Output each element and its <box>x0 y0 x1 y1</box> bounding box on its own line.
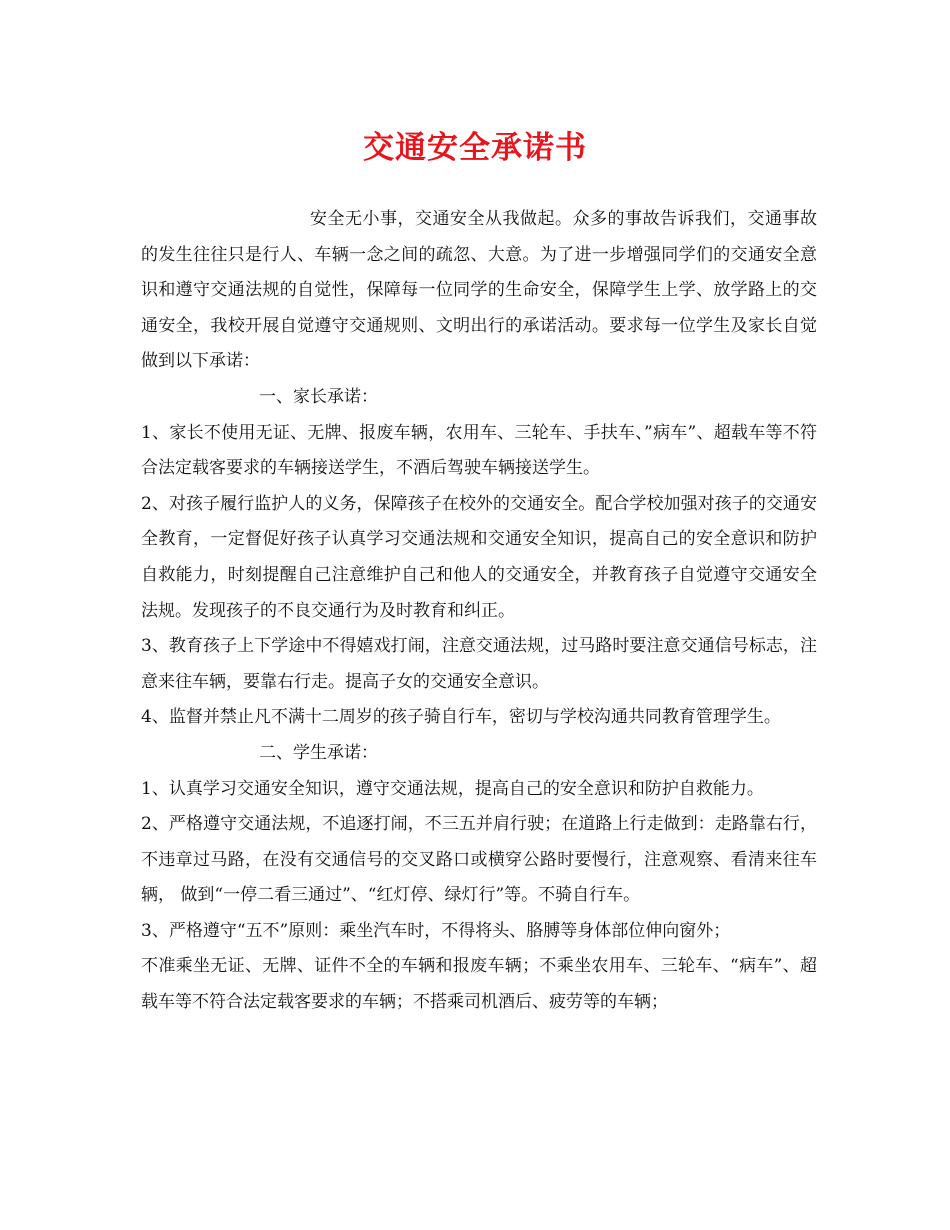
document-title: 交通安全承诺书 <box>363 130 587 166</box>
student-item-3-continued: 不准乘坐无证、无牌、证件不全的车辆和报废车辆；不乘坐农用车、三轮车、“病车”、超载车等不符合法定载客要求的车辆；不搭乘司机酒后、疲劳等的车辆； <box>141 956 817 1013</box>
parent-section-heading: 一、家长承诺： <box>259 386 378 407</box>
intro-paragraph: 安全无小事，交通安全从我做起。众多的事故告诉我们，交通事故的发生往往只是行人、车辆一念之间的疏忽、大意。为了进一步增强同学们的交通安全意识和遵守交通法规的自觉性，保障每一位同学的生命安全，保障学生上学、放学路上的交通安全，我校开展自觉遵守交通规则、文明出行的承诺活动。要求每一位学生及家长自觉做到以下承诺： <box>141 209 817 372</box>
parent-item-4: 4、监督并禁止凡不满十二周岁的孩子骑自行车，密切与学校沟通共同教育管理学生。 <box>141 707 781 728</box>
document-body <box>141 202 817 1021</box>
parent-item-3: 3、教育孩子上下学途中不得嬉戏打闹，注意交通法规，过马路时要注意交通信号标志，注意来往车辆，要靠右行走。提高子女的交通安全意识。 <box>141 636 817 692</box>
parent-item-2: 2、对孩子履行监护人的义务，保障孩子在校外的交通安全。配合学校加强对孩子的交通安全教育，一定督促好孩子认真学习交通法规和交通安全知识，提高自己的安全意识和防护自救能力，时刻提醒自己注意维护自己和他人的交通安全，并教育孩子自觉遵守交通安全法规。发现孩子的不良交通行为及时教育和纠正。 <box>141 493 817 621</box>
student-item-1: 1、认真学习交通安全知识，遵守交通法规，提高自己的安全意识和防护自救能力。 <box>141 778 764 799</box>
parent-item-1: 1、家长不使用无证、无牌、报废车辆，农用车、三轮车、手扶车、”病车”、超载车等不符合法定载客要求的车辆接送学生，不酒后驾驶车辆接送学生。 <box>141 422 817 479</box>
student-item-3: 3、严格遵守“五不”原则：乘坐汽车时，不得将头、胳膊等身体部位伸向窗外； <box>141 920 731 941</box>
student-section-heading: 二、学生承诺： <box>259 742 378 763</box>
student-item-2: 2、严格遵守交通法规，不追逐打闹，不三五并肩行驶；在道路上行走做到：走路靠右行，不违章过马路，在没有交通信号的交叉路口或横穿公路时要慢行，注意观察、看清来往车辆， 做到“一停二看三通过”、“红灯停、绿灯行”等。不骑自行车。 <box>141 814 817 906</box>
